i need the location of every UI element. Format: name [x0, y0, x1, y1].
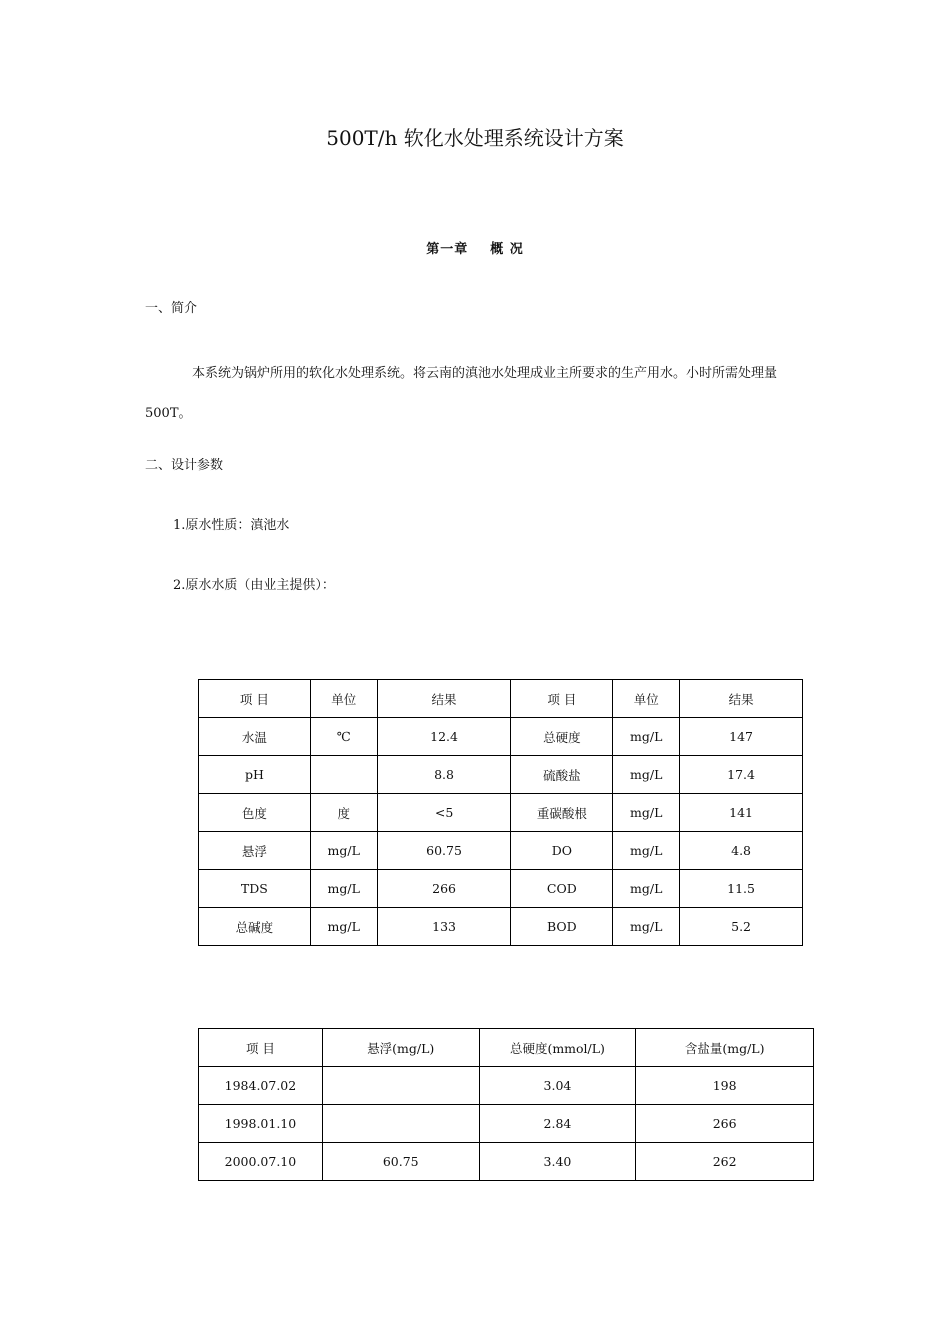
- chapter-heading: [0, 238, 950, 257]
- header-cell: 项 目: [511, 680, 613, 718]
- table-cell: mg/L: [613, 794, 680, 832]
- table-cell: 60.75: [322, 1143, 479, 1181]
- table-cell: 3.04: [479, 1067, 636, 1105]
- table-cell: 17.4: [680, 756, 803, 794]
- chapter-name: 概 况: [490, 242, 524, 257]
- table-cell: 266: [377, 870, 511, 908]
- table-cell: 12.4: [377, 718, 511, 756]
- header-cell: 结果: [377, 680, 511, 718]
- table-row: [199, 1067, 814, 1105]
- table-cell: 3.40: [479, 1143, 636, 1181]
- table-cell: 141: [680, 794, 803, 832]
- table-row: [199, 794, 803, 832]
- header-cell: 单位: [613, 680, 680, 718]
- section-heading-intro: 一、简介: [145, 301, 198, 316]
- table-cell: 水温: [199, 718, 311, 756]
- table-cell: 总碱度: [199, 908, 311, 946]
- header-cell: 项 目: [199, 680, 311, 718]
- table-cell: 8.8: [377, 756, 511, 794]
- table-cell: [310, 756, 377, 794]
- historical-water-table: [198, 1028, 814, 1181]
- table-cell: mg/L: [613, 908, 680, 946]
- table-row: [199, 1105, 814, 1143]
- table-cell: mg/L: [310, 870, 377, 908]
- table-cell: mg/L: [310, 908, 377, 946]
- table-cell: TDS: [199, 870, 311, 908]
- table-cell: 198: [636, 1067, 814, 1105]
- raw-water-quality-label: 2.原水水质（由业主提供）：: [173, 578, 335, 593]
- table-row: [199, 756, 803, 794]
- section-heading-design-params: 二、设计参数: [145, 458, 224, 473]
- table-cell: 悬浮: [199, 832, 311, 870]
- table-cell: COD: [511, 870, 613, 908]
- table-cell: 重碳酸根: [511, 794, 613, 832]
- table-cell: 1984.07.02: [199, 1067, 323, 1105]
- table-cell: 4.8: [680, 832, 803, 870]
- table-cell: 色度: [199, 794, 311, 832]
- header-cell: 总硬度(mmol/L): [479, 1029, 636, 1067]
- table-cell: 硫酸盐: [511, 756, 613, 794]
- table-cell: BOD: [511, 908, 613, 946]
- chapter-number: 第一章: [426, 242, 469, 257]
- table-cell: 60.75: [377, 832, 511, 870]
- table-cell: mg/L: [613, 870, 680, 908]
- table-cell: pH: [199, 756, 311, 794]
- intro-paragraph: 本系统为锅炉所用的软化水处理系统。将云南的滇池水处理成业主所要求的生产用水。小时所需处理量 500T。: [145, 366, 778, 421]
- table-cell: 262: [636, 1143, 814, 1181]
- header-cell: 项 目: [199, 1029, 323, 1067]
- header-cell: 悬浮(mg/L): [322, 1029, 479, 1067]
- document-title: 500T/h 软化水处理系统设计方案: [326, 126, 624, 150]
- table-cell: mg/L: [310, 832, 377, 870]
- table-cell: 2000.07.10: [199, 1143, 323, 1181]
- table-cell: 133: [377, 908, 511, 946]
- table-cell: mg/L: [613, 832, 680, 870]
- header-cell: 结果: [680, 680, 803, 718]
- table-cell: mg/L: [613, 718, 680, 756]
- table-cell: DO: [511, 832, 613, 870]
- table-cell: [322, 1067, 479, 1105]
- table-cell: 11.5: [680, 870, 803, 908]
- table-cell: 5.2: [680, 908, 803, 946]
- table-cell: 266: [636, 1105, 814, 1143]
- raw-water-property: 1.原水性质：滇池水: [173, 518, 290, 533]
- header-cell: 含盐量(mg/L): [636, 1029, 814, 1067]
- header-cell: 单位: [310, 680, 377, 718]
- table-cell: <5: [377, 794, 511, 832]
- table-cell: 度: [310, 794, 377, 832]
- table-header-row: [199, 1029, 814, 1067]
- table-cell: 2.84: [479, 1105, 636, 1143]
- table-cell: 总硬度: [511, 718, 613, 756]
- table-row: [199, 870, 803, 908]
- table-cell: 1998.01.10: [199, 1105, 323, 1143]
- table-row: [199, 908, 803, 946]
- table-cell: 147: [680, 718, 803, 756]
- table-header-row: [199, 680, 803, 718]
- table-row: [199, 832, 803, 870]
- table-row: [199, 1143, 814, 1181]
- table-cell: mg/L: [613, 756, 680, 794]
- table-cell: [322, 1105, 479, 1143]
- water-quality-table: [198, 679, 803, 946]
- table-cell: ℃: [310, 718, 377, 756]
- table-row: [199, 718, 803, 756]
